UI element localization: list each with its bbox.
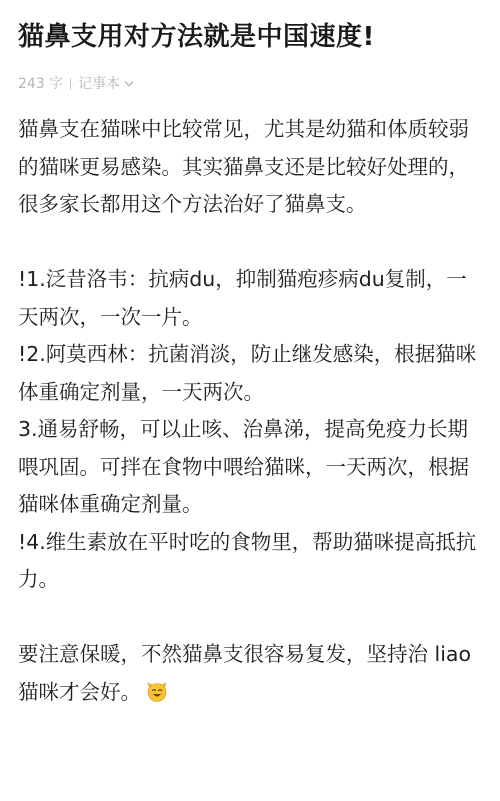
paragraph-item-3: 3.通易舒畅，可以止咳、治鼻涕，提高免疫力长期喂巩固。可拌在食物中喂给猫咪，一天两次，根据猫咪体重确定剂量。 xyxy=(18,417,469,516)
chevron-down-icon xyxy=(124,79,134,89)
paragraph-item-1: !1.泛昔洛韦：抗病du，抑制猫疱疹病du复制，一天两次，一次一片。 xyxy=(18,267,467,329)
smiling-cat-emoji-icon xyxy=(145,678,169,702)
blank-line xyxy=(18,599,482,637)
closing-text: 要注意保暖，不然猫鼻支很容易复发，坚持治 liao 猫咪才会好。 xyxy=(18,642,472,704)
notebook-label: 记事本 xyxy=(78,76,121,92)
paragraph-closing xyxy=(18,636,482,711)
blank-line xyxy=(18,224,482,262)
meta-divider xyxy=(70,78,71,90)
word-count: 243 字 xyxy=(18,76,64,92)
notebook-selector[interactable] xyxy=(78,74,134,94)
paragraph-item-2: !2.阿莫西林：抗菌消淡，防止继发感染，根据猫咪体重确定剂量，一天两次。 xyxy=(18,342,477,404)
note-body[interactable] xyxy=(18,111,482,711)
note-title: 猫鼻支用对方法就是中国速度! xyxy=(18,22,375,52)
paragraph-item-4: !4.维生素放在平时吃的食物里，帮助猫咪提高抵抗力。 xyxy=(18,529,477,591)
note-meta-bar xyxy=(18,74,482,94)
paragraph-intro: 猫鼻支在猫咪中比较常见，尤其是幼猫和体质较弱的猫咪更易感染。其实猫鼻支还是比较好处理的，很多家长都用这个方法治好了猫鼻支。 xyxy=(18,117,469,216)
